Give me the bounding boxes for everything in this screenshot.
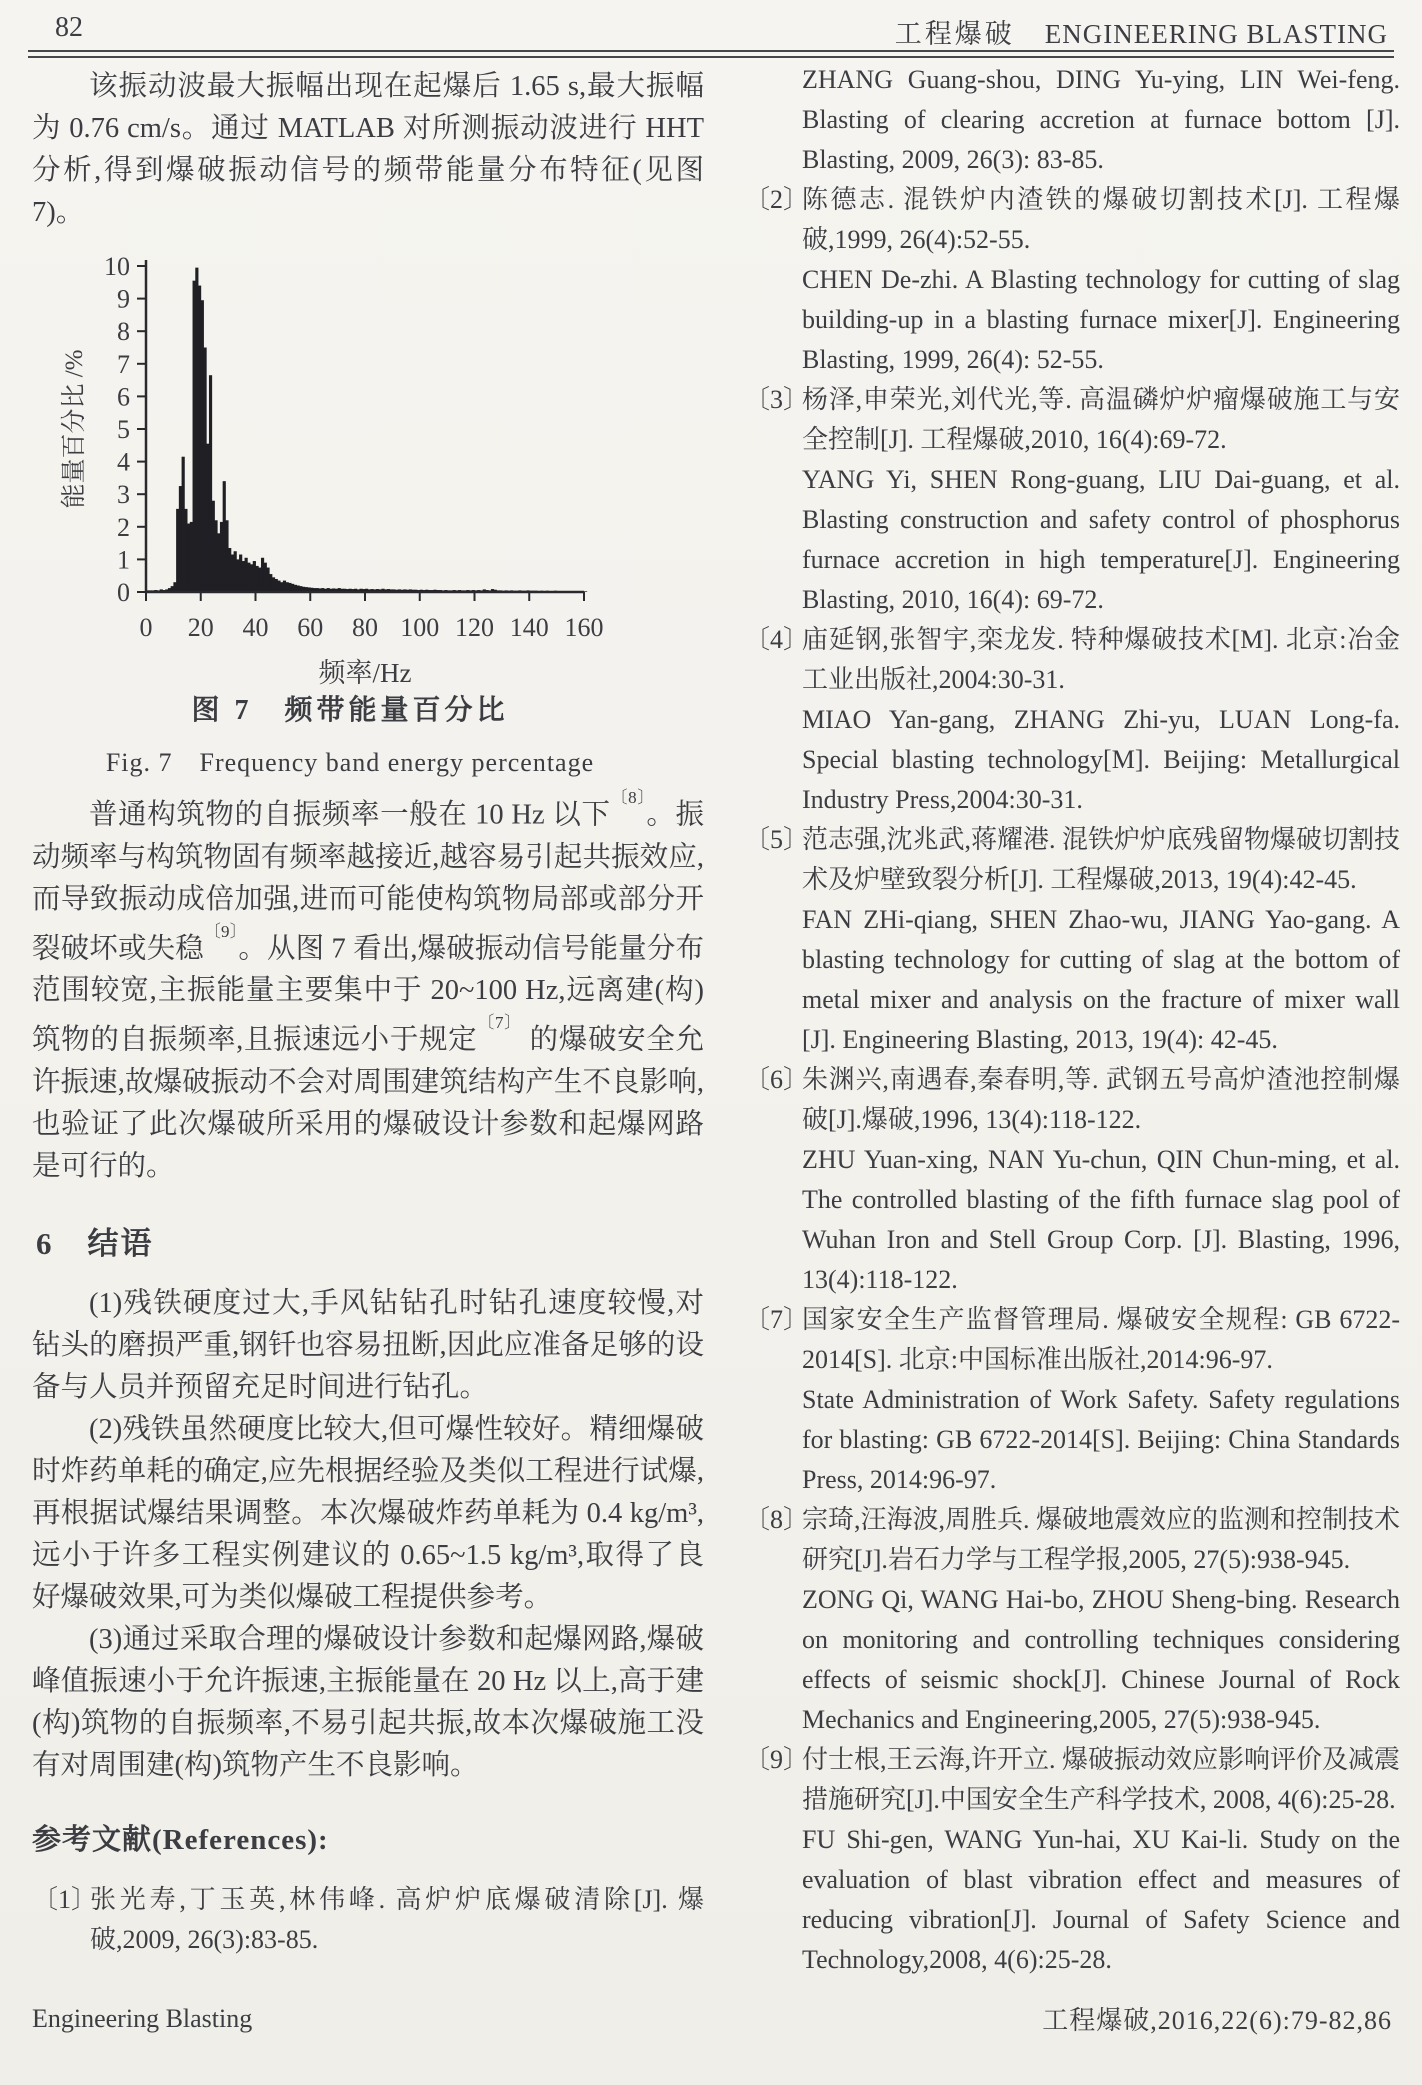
running-head [895,12,1388,51]
svg-text:100: 100 [400,613,440,642]
reference-label: 〔8〕 [744,1505,810,1534]
reference-cn: 国家安全生产监督管理局. 爆破安全规程: GB 6722-2014[S]. 北京:中国标准出版社,2014:96-97. [802,1305,1400,1374]
reference-item-1 [32,1880,704,1960]
reference-label: 〔6〕 [744,1065,810,1094]
reference-item-6 [744,1060,1400,1300]
reference-en: State Administration of Work Safety. Safety regulations for blasting: GB 6722-2014[S]. Beijing: China Standards Press, 2014:96-97. [802,1385,1400,1494]
svg-text:6: 6 [117,382,130,412]
svg-text:60: 60 [297,613,324,642]
left-column [32,66,704,1960]
header-double-rule [28,50,1394,58]
reference-cn: 付士根,王云海,许开立. 爆破振动效应影响评价及减震措施研究[J].中国安全生产科学技术, 2008, 4(6):25-28. [802,1745,1401,1814]
reference-cn: 宗琦,汪海波,周胜兵. 爆破地震效应的监测和控制技术研究[J].岩石力学与工程学报,2005, 27(5):938-945. [802,1505,1401,1574]
reference-cn: 朱渊兴,南遇春,秦春明,等. 武钢五号高炉渣池控制爆破[J].爆破,1996, 13(4):118-122. [802,1065,1400,1134]
reference-en: FAN ZHi-qiang, SHEN Zhao-wu, JIANG Yao-gang. A blasting technology for cutting of slag at the bottom of metal mixer and analysis on the fracture of mixer wall [J]. Engineering Blasting, 2013, 19(4): 42-45. [802,905,1400,1054]
svg-text:7: 7 [117,349,130,379]
svg-text:160: 160 [564,613,604,642]
svg-text:4: 4 [117,447,130,477]
reference-label: 〔2〕 [744,185,810,214]
references-right-list [744,180,1400,1980]
svg-text:2: 2 [117,512,130,542]
svg-text:1: 1 [117,545,130,575]
reference-en: YANG Yi, SHEN Rong-guang, LIU Dai-guang, et al. Blasting construction and safety control of phosphorus furnace accretion in high temperature[J]. Engineering Blasting, 2010, 16(4): 69-72. [802,465,1400,614]
svg-text:8: 8 [117,317,130,347]
journal-title-en: ENGINEERING BLASTING [1044,19,1388,49]
conclusion-item-1: (1)残铁硬度过大,手风钻钻孔时钻孔速度较慢,对钻头的磨损严重,钢钎也容易扭断,因此应准备足够的设备与人员并预留充足时间进行钻孔。 [32,1287,704,1403]
svg-text:40: 40 [242,613,269,642]
figure-7-caption-cn: 图 7 频带能量百分比 [191,695,509,726]
reference-label: 〔3〕 [744,385,810,414]
section-number: 6 [36,1225,52,1261]
references-heading: 参考文献(References): [32,1823,329,1856]
svg-text:5: 5 [117,415,130,444]
reference-label: 〔4〕 [744,625,810,654]
footer-journal-en: Engineering Blasting [32,2004,253,2033]
svg-text:140: 140 [509,613,549,642]
citation-superscript: 〔9〕 [203,921,239,941]
reference-item-2 [744,180,1400,380]
reference-label: 〔1〕 [32,1884,98,1914]
svg-text:0: 0 [117,578,130,607]
paragraph-vibration-amplitude: 该振动波最大振幅出现在起爆后 1.65 s,最大振幅为 0.76 cm/s。通过 MATLAB 对所测振动波进行 HHT 分析,得到爆破振动信号的频带能量分布特征(见图 7)。 [32,71,704,228]
svg-text:0: 0 [139,613,153,642]
reference-label: 〔7〕 [744,1305,810,1334]
svg-text:120: 120 [455,613,494,642]
section-heading-conclusion [36,1218,704,1263]
figure-7-caption-en: Fig. 7 Frequency band energy percentage [105,748,595,777]
chart-bars [146,268,587,592]
svg-text:9: 9 [117,284,130,314]
page-number: 82 [55,12,83,43]
reference-en: CHEN De-zhi. A Blasting technology for cutting of slag building-up in a blasting furnace mixer[J]. Engineering Blasting, 1999, 26(4): 52-55. [802,265,1400,374]
svg-text:80: 80 [352,613,378,642]
x-axis-label: 频率/Hz [318,658,412,688]
svg-text:20: 20 [187,613,214,642]
reference-en: FU Shi-gen, WANG Yun-hai, XU Kai-li. Study on the evaluation of blast vibration effect and measures of reducing vibration[J]. Journal of Safety Science and Technology,2008, 4(6):25-28. [802,1825,1400,1974]
reference-cn: 张光寿,丁玉英,林伟峰. 高炉炉底爆破清除[J]. 爆破,2009, 26(3):83-85. [90,1884,704,1954]
citation-superscript: 〔7〕 [477,1013,522,1032]
journal-title-cn: 工程爆破 [894,19,1015,49]
reference-item-3 [744,380,1400,620]
paragraph-frequency-analysis: 普通构筑物的自振频率一般在 10 Hz 以下$^{〔8〕}$。振动频率与构筑物固有频率越接近,越容易引起共振效应,而导致振动成倍加强,进而可能使构筑物局部或部分开裂破坏或失稳$^{〔9〕}$。从图 7 看出,爆破振动信号能量分布范围较宽,主振能量主要集中于 20~100 Hz,远离建(构)筑物的自振频率,且振速远小于规定$^{〔7〕}$ 的爆破安全允许振速,故爆破振动不会对周围建筑结构产生不良影响,也验证了此次爆破所采用的爆破设计参数和起爆网路是可行的。 [32,788,704,1182]
reference-item-7 [744,1300,1400,1500]
reference-cn: 杨泽,申荣光,刘代光,等. 高温磷炉炉瘤爆破施工与安全控制[J]. 工程爆破,2010, 16(4):69-72. [802,385,1400,454]
conclusion-item-3: (3)通过采取合理的爆破设计参数和起爆网路,爆破峰值振速小于允许振速,主振能量在 20 Hz 以上,高于建(构)筑物的自振频率,不易引起共振,故本次爆破施工没有对周围建(构)筑物产生不良影响。 [32,1623,704,1781]
reference-cn: 庙延钢,张智宇,栾龙发. 特种爆破技术[M]. 北京:冶金工业出版社,2004:30-31. [802,625,1400,694]
figure-7-chart [50,248,650,688]
figure-7 [50,248,650,779]
y-axis-label: 能量百分比 /% [61,349,88,509]
footer-citation: 工程爆破,2016,22(6):79-82,86 [1042,2006,1392,2035]
right-column [744,60,1400,1980]
reference-en: ZHU Yuan-xing, NAN Yu-chun, QIN Chun-ming, et al. The controlled blasting of the fifth furnace slag pool of Wuhan Iron and Stell Group Corp. [J]. Blasting, 1996, 13(4):118-122. [802,1145,1400,1294]
reference-cn: 范志强,沈兆武,蒋耀港. 混铁炉炉底残留物爆破切割技术及炉壁致裂分析[J]. 工程爆破,2013, 19(4):42-45. [802,825,1401,894]
reference-label: 〔9〕 [744,1745,810,1774]
reference-item-8 [744,1500,1400,1740]
section-title: 结语 [87,1225,154,1261]
reference-en: MIAO Yan-gang, ZHANG Zhi-yu, LUAN Long-fa. Special blasting technology[M]. Beijing: Metallurgical Industry Press,2004:30-31. [802,705,1400,814]
reference-label: 〔5〕 [744,825,810,854]
reference-cn: 陈德志. 混铁炉内渣铁的爆破切割技术[J]. 工程爆破,1999, 26(4):52-55. [802,185,1400,254]
reference-item-5 [744,820,1400,1060]
reference-item-4 [744,620,1400,820]
svg-text:3: 3 [117,480,130,510]
reference-en: ZONG Qi, WANG Hai-bo, ZHOU Sheng-bing. Research on monitoring and controlling techniques considering effects of seismic shock[J]. Chinese Journal of Rock Mechanics and Engineering,2005, 27(5):938-945. [802,1585,1400,1734]
conclusion-item-2: (2)残铁虽然硬度比较大,但可爆性较好。精细爆破时炸药单耗的确定,应先根据经验及类似工程进行试爆,再根据试爆结果调整。本次爆破炸药单耗为 0.4 kg/m³,远小于许多工程实例建议的 0.65~1.5 kg/m³,取得了良好爆破效果,可为类似爆破工程提供参考。 [32,1413,704,1613]
svg-text:10: 10 [104,252,130,281]
citation-superscript: 〔8〕 [610,788,647,807]
reference-1-english-continuation: ZHANG Guang-shou, DING Yu-ying, LIN Wei-feng. Blasting of clearing accretion at furnace bottom [J]. Blasting, 2009, 26(3): 83-85. [802,65,1400,174]
reference-item-9 [744,1740,1400,1980]
